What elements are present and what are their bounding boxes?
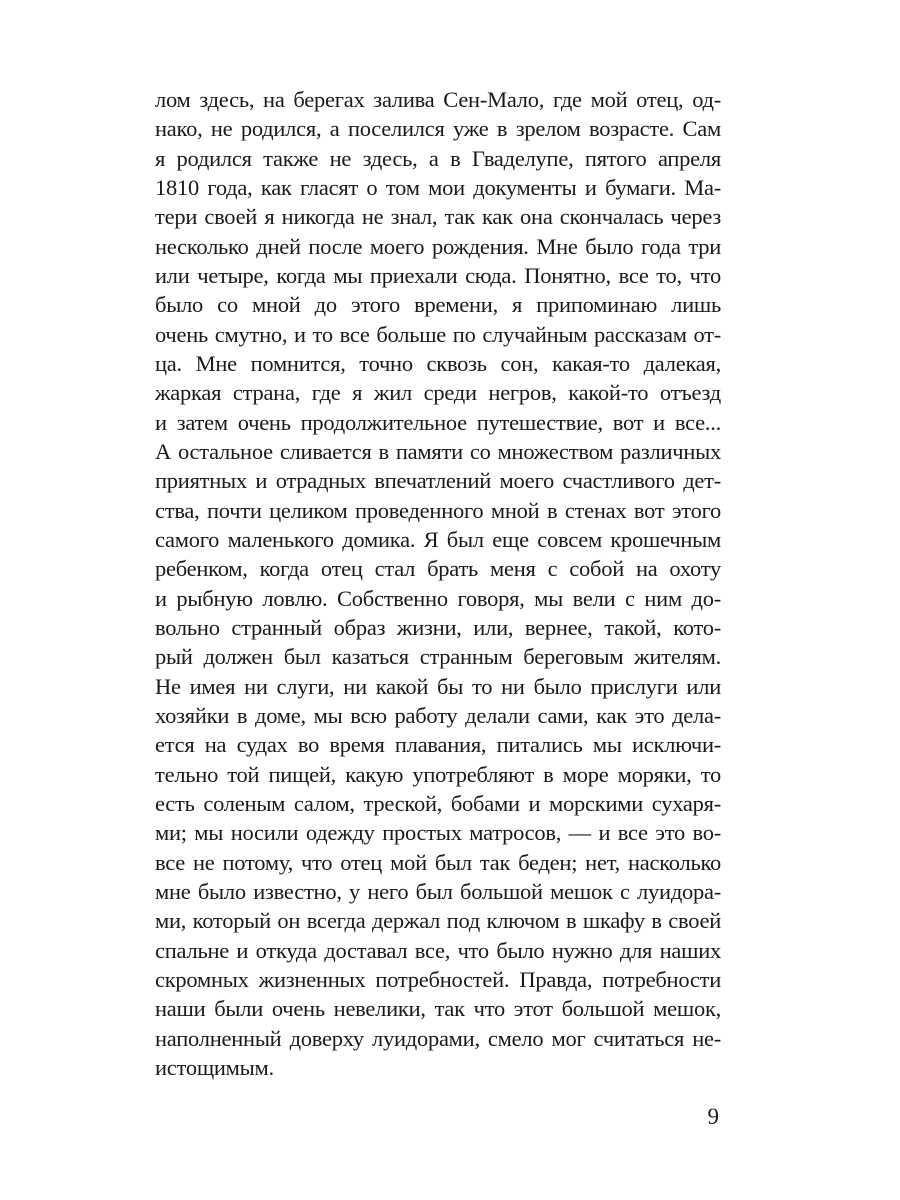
text-line: есть соленым салом, треской, бобами и морскими сухаря- bbox=[155, 790, 721, 816]
text-line: ми; мы носили одежду простых матросов, — и все это во- bbox=[155, 820, 721, 846]
text-line: ребенком, когда отец стал брать меня с собой на охоту bbox=[155, 556, 721, 582]
text-line: ца. Мне помнится, точно сквозь сон, какая-то далекая, bbox=[155, 350, 721, 376]
text-line: скромных жизненных потребностей. Правда, потребности bbox=[155, 966, 721, 992]
text-line: ется на судах во время плавания, питались мы исключи- bbox=[155, 732, 721, 758]
text-line: мне было известно, у него был большой мешок с луидора- bbox=[155, 878, 721, 904]
text-line: спальне и откуда доставал все, что было нужно для наших bbox=[155, 937, 721, 963]
text-line: ми, который он всегда держал под ключом в шкафу в своей bbox=[155, 908, 721, 934]
text-line: хозяйки в доме, мы всю работу делали сами, как это дела- bbox=[155, 702, 721, 728]
text-line: все не потому, что отец мой был так беден; нет, насколько bbox=[155, 849, 721, 875]
text-line: самого маленького домика. Я был еще совсем крошечным bbox=[155, 526, 721, 552]
text-line: очень смутно, и то все больше по случайным рассказам от- bbox=[155, 321, 721, 347]
text-line: истощимым. bbox=[155, 1054, 274, 1080]
text-line: было со мной до этого времени, я припоминаю лишь bbox=[155, 292, 721, 318]
text-line: тери своей я никогда не знал, так как она скончалась через bbox=[155, 204, 721, 230]
text-line: ства, почти целиком проведенного мной в стенах вот этого bbox=[155, 497, 721, 523]
text-line: несколько дней после моего рождения. Мне было года три bbox=[155, 233, 721, 259]
text-line: и затем очень продолжительное путешествие, вот и все... bbox=[155, 409, 721, 435]
text-line: 1810 года, как гласят о том мои документы и бумаги. Ма- bbox=[155, 174, 721, 200]
text-line: вольно странный образ жизни, или, вернее, такой, кото- bbox=[155, 614, 721, 640]
text-line: тельно той пищей, какую употребляют в море моряки, то bbox=[155, 761, 721, 787]
text-line: нако, не родился, а поселился уже в зрелом возрасте. Сам bbox=[155, 116, 721, 142]
text-line: приятных и отрадных впечатлений моего счастливого дет- bbox=[155, 468, 721, 494]
text-line: наши были очень невелики, так что этот большой мешок, bbox=[155, 996, 721, 1022]
page-number: 9 bbox=[707, 1104, 719, 1129]
text-line: наполненный доверху луидорами, смело мог считаться не- bbox=[155, 1025, 721, 1051]
text-line: А остальное сливается в памяти со множеством различных bbox=[155, 438, 721, 464]
text-line: Не имея ни слуги, ни какой бы то ни было прислуги или bbox=[155, 673, 721, 699]
text-line: или четыре, когда мы приехали сюда. Понятно, все то, что bbox=[155, 262, 721, 288]
text-line: и рыбную ловлю. Собственно говоря, мы вели с ним до- bbox=[155, 585, 721, 611]
text-line: рый должен был казаться странным береговым жителям. bbox=[155, 644, 721, 670]
body-text bbox=[155, 85, 721, 1082]
text-line: лом здесь, на берегах залива Сен-Мало, где мой отец, од- bbox=[155, 87, 721, 112]
text-line: я родился также не здесь, а в Гваделупе, пятого апреля bbox=[155, 145, 721, 171]
text-line: жаркая страна, где я жил среди негров, какой-то отъезд bbox=[155, 380, 721, 406]
